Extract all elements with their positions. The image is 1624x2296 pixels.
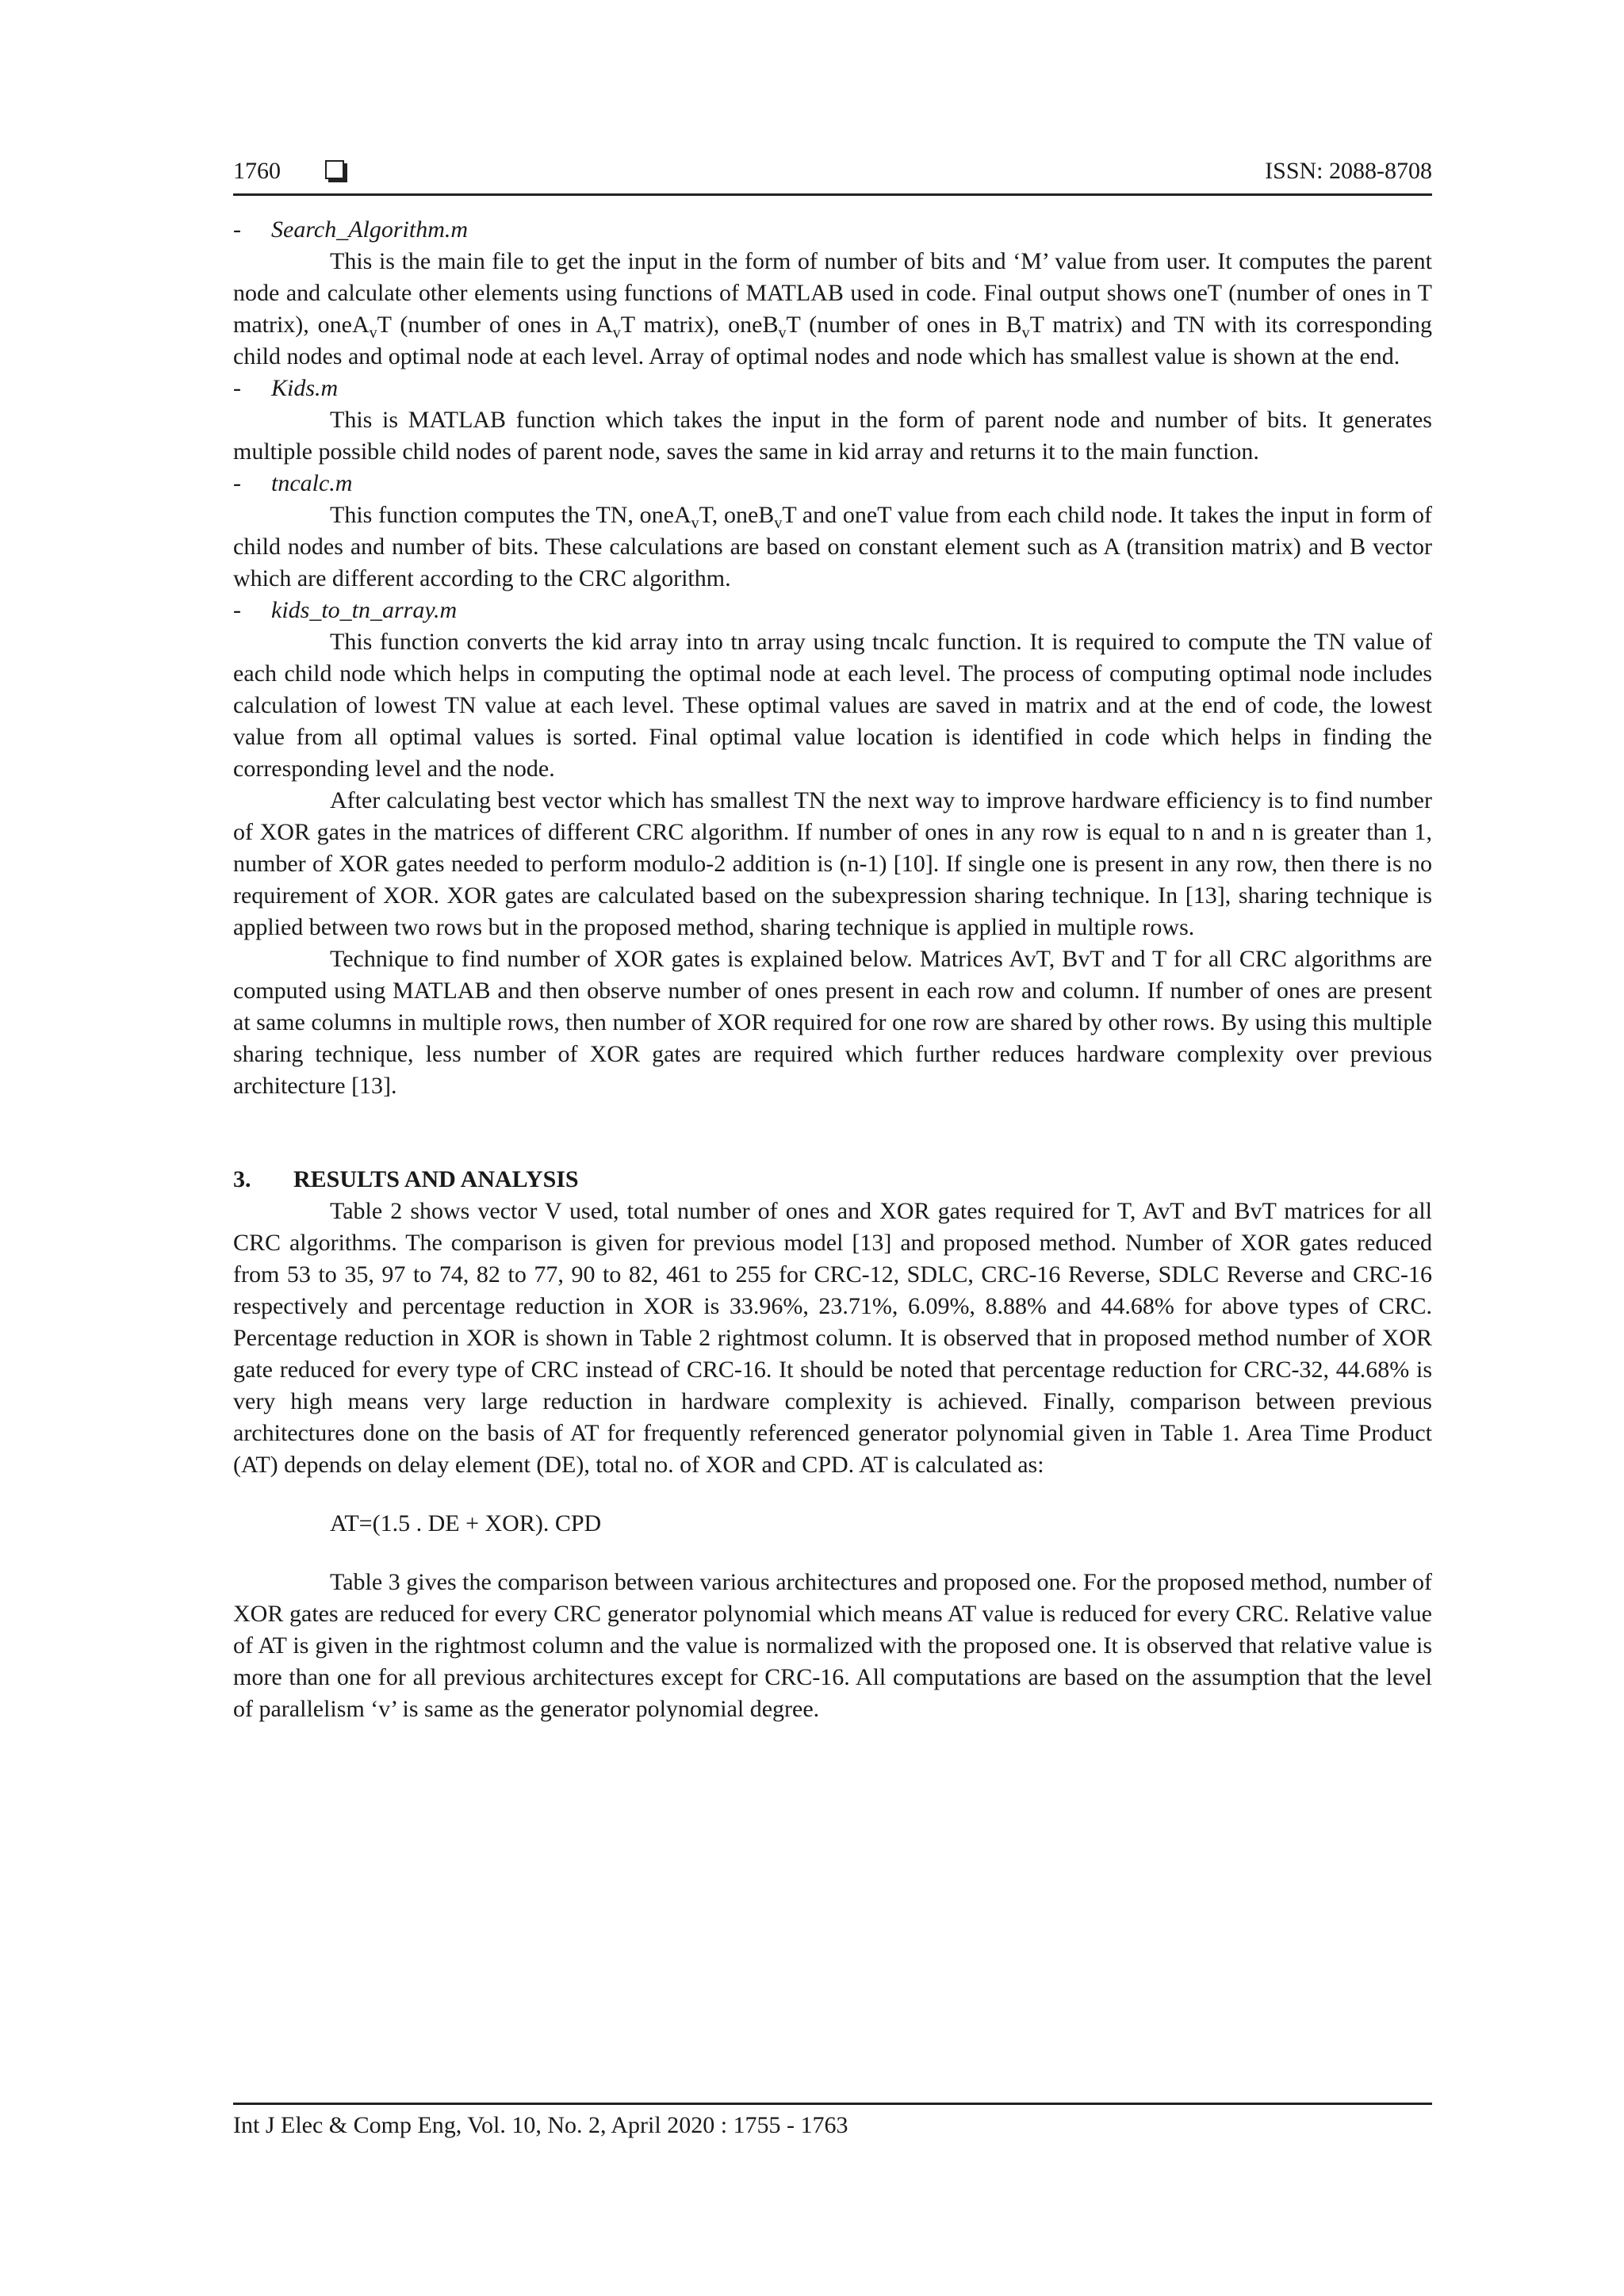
footer-citation: Int J Elec & Comp Eng, Vol. 10, No. 2, April 2020 : 1755 - 1763 bbox=[233, 2112, 848, 2138]
square-box-icon bbox=[325, 160, 344, 179]
section-heading bbox=[233, 1164, 1432, 1196]
equation-at: AT=(1.5 . DE + XOR). CPD bbox=[330, 1510, 602, 1536]
paragraph-search-algorithm: This is the main file to get the input in the form of number of bits and ‘M’ value from user. It computes the parent node and calculate other elements using functions of MATLAB used in code. Final output shows oneT (number of ones in T matrix), oneA$_v$T (number of ones in $A_vT$ matrix), oneB$_v$T (number of ones in $B_vT$ matrix) and TN with its corresponding child nodes and optimal node at each level. Array of optimal nodes and node which has smallest value is shown at the end. bbox=[233, 248, 1432, 369]
section-number: 3. bbox=[233, 1166, 251, 1192]
paragraph-kids: This is MATLAB function which takes the input in the form of parent node and number of bits. It generates multiple possible child nodes of parent node, saves the same in kid array and returns it to the main function. bbox=[233, 407, 1432, 465]
paragraph-results-2: Table 3 gives the comparison between various architectures and proposed one. For the proposed method, number of XOR gates are reduced for every CRC generator polynomial which means AT value is reduced for every CRC. Relative value of AT is given in the rightmost column and the value is normalized with the proposed one. It is observed that relative value is more than one for all previous architectures except for CRC-16. All computations are based on the assumption that the level of parallelism ‘v’ is same as the generator polynomial degree. bbox=[233, 1569, 1432, 1722]
item-title-text: Search_Algorithm.m bbox=[271, 216, 469, 243]
item-title-tncalc bbox=[233, 468, 1432, 499]
list-dash: - bbox=[233, 470, 241, 496]
list-dash: - bbox=[233, 597, 241, 623]
paragraph-results-1: Table 2 shows vector V used, total number of ones and XOR gates required for T, AvT and BvT matrices for all CRC algorithms. The comparison is given for previous model [13] and proposed method. Number of XOR gates reduced from 53 to 35, 97 to 74, 82 to 77, 90 to 82, 461 to 255 for CRC-12, SDLC, CRC-16 Reverse, SDLC Reverse and CRC-16 respectively and percentage reduction in XOR is 33.96%, 23.71%, 6.09%, 8.88% and 44.68% for above types of CRC. Percentage reduction in XOR is shown in Table 2 rightmost column. It is observed that in proposed method number of XOR gate reduced for every type of CRC instead of CRC-16. It should be noted that percentage reduction for CRC-32, 44.68% is very high means very large reduction in hardware complexity is achieved. Finally, comparison between previous architectures done on the basis of AT for frequently referenced generator polynomial given in Table 1. Area Time Product (AT) depends on delay element (DE), total no. of XOR and CPD. AT is calculated as: bbox=[233, 1198, 1432, 1478]
paragraph-kids-to-tn-array: This function converts the kid array into tn array using tncalc function. It is required to compute the TN value of each child node which helps in computing the optimal node at each level. The process of computing optimal node includes calculation of lowest TN value at each level. These optimal values are saved in matrix and at the end of code, the lowest value from all optimal values is sorted. Final optimal value location is identified in code which helps in finding the corresponding level and the node. bbox=[233, 629, 1432, 782]
paragraph-tncalc: This function computes the TN, oneA$_v$T, oneB$_v$T and oneT value from each child node. It takes the input in form of child nodes and number of bits. These calculations are based on constant element such as A (transition matrix) and B vector which are different according to the CRC algorithm. bbox=[233, 502, 1432, 591]
item-title-text: tncalc.m bbox=[271, 470, 353, 496]
list-dash: - bbox=[233, 375, 241, 401]
list-dash: - bbox=[233, 216, 241, 243]
page-number: 1760 bbox=[233, 158, 281, 184]
item-title-kids-to-tn-array bbox=[233, 595, 1432, 626]
page-footer bbox=[233, 2103, 1432, 2141]
item-title-text: Kids.m bbox=[271, 375, 339, 401]
page-body bbox=[233, 214, 1432, 1725]
section-title: RESULTS AND ANALYSIS bbox=[293, 1166, 579, 1192]
paragraph-xor-gates: After calculating best vector which has smallest TN the next way to improve hardware efficiency is to find number of XOR gates in the matrices of different CRC algorithm. If number of ones in any row is equal to n and n is greater than 1, number of XOR gates needed to perform modulo-2 addition is (n-1) [10]. If single one is present in any row, then there is no requirement of XOR. XOR gates are calculated based on the subexpression sharing technique. In [13], sharing technique is applied between two rows but in the proposed method, sharing technique is applied in multiple rows. bbox=[233, 787, 1432, 940]
item-title-text: kids_to_tn_array.m bbox=[271, 597, 458, 623]
item-title-search-algorithm bbox=[233, 214, 1432, 246]
journal-issn: ISSN: 2088-8708 bbox=[1265, 158, 1432, 184]
page-header bbox=[233, 155, 1432, 196]
paragraph-xor-technique: Technique to find number of XOR gates is explained below. Matrices AvT, BvT and T for all CRC algorithms are computed using MATLAB and then observe number of ones present in each row and column. If number of ones are present at same columns in multiple rows, then number of XOR required for one row are shared by other rows. By using this multiple sharing technique, less number of XOR gates are required which further reduces hardware complexity over previous architecture [13]. bbox=[233, 946, 1432, 1099]
item-title-kids bbox=[233, 373, 1432, 404]
